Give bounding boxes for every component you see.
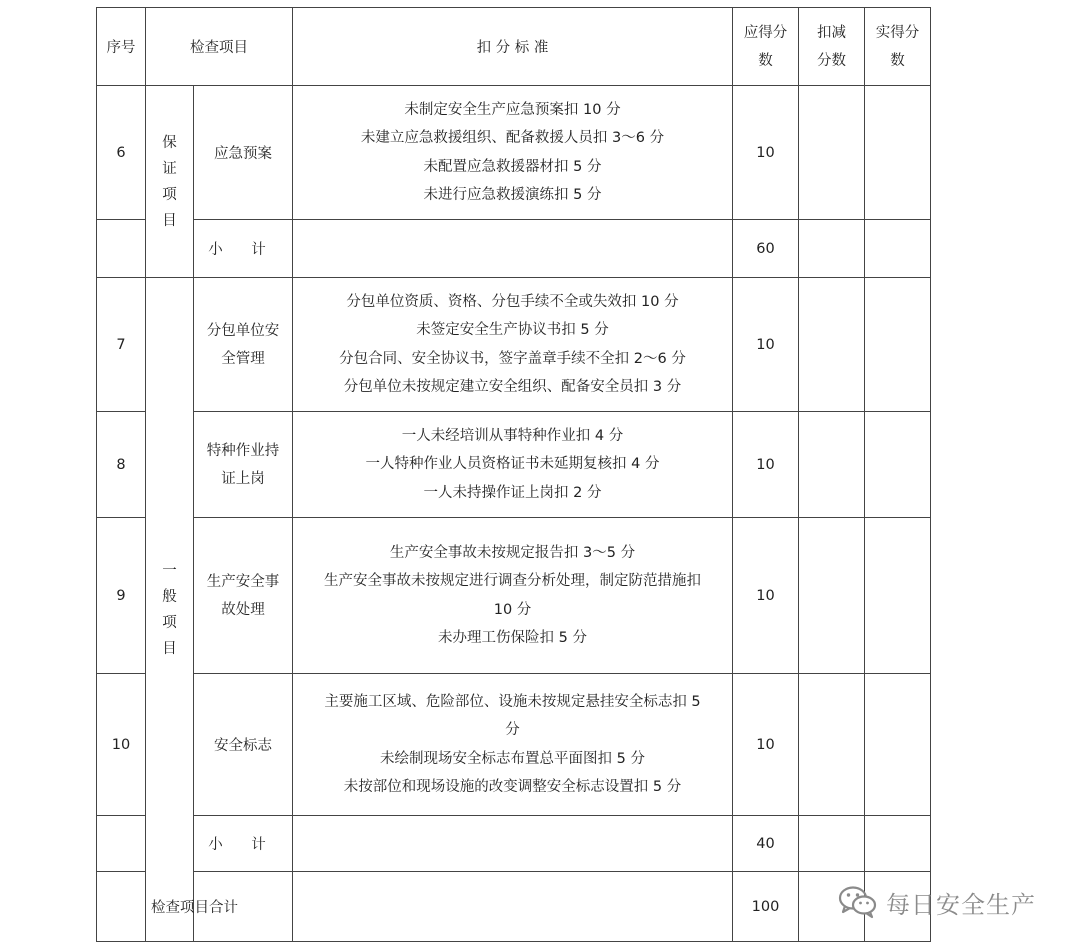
- row-criteria: 未制定安全生产应急预案扣 10 分 未建立应急救援组织、配备救援人员扣 3～6 分 未配置应急救援器材扣 5 分 未进行应急救援演练扣 5 分: [293, 86, 733, 220]
- row-item: 应急预案: [194, 86, 293, 220]
- subtotal-label: 小 计: [194, 220, 293, 278]
- header-deduct-score: 扣减 分数: [799, 8, 865, 86]
- row-criteria: 一人未经培训从事特种作业扣 4 分 一人特种作业人员资格证书未延期复核扣 4 分 一人未持操作证上岗扣 2 分: [293, 412, 733, 518]
- header-actual-score: 实得分 数: [865, 8, 931, 86]
- row-deduct-score: [799, 674, 865, 816]
- row-deduct-score: [799, 518, 865, 674]
- row-actual-score: [865, 816, 931, 872]
- row-no: 9: [97, 518, 146, 674]
- row-criteria: [293, 220, 733, 278]
- row-criteria: 分包单位资质、资格、分包手续不全或失效扣 10 分 未签定安全生产协议书扣 5 分 分包合同、安全协议书，签字盖章手续不全扣 2～6 分 分包单位未按规定建立安全组织、配备安全员扣 3 分: [293, 278, 733, 412]
- watermark-text: 每日安全生产: [886, 890, 1036, 919]
- row-criteria: 生产安全事故未按规定报告扣 3～5 分 生产安全事故未按规定进行调查分析处理，制定防范措施扣 10 分 未办理工伤保险扣 5 分: [293, 518, 733, 674]
- row-due-score: 10: [733, 412, 799, 518]
- row-deduct-score: [799, 220, 865, 278]
- row-deduct-score: [799, 86, 865, 220]
- row-no: [97, 816, 146, 872]
- row-deduct-score: [799, 278, 865, 412]
- subtotal-label: 小 计: [194, 816, 293, 872]
- watermark: [838, 884, 1036, 920]
- row-item: 特种作业持 证上岗: [194, 412, 293, 518]
- inspection-table: [96, 7, 931, 942]
- subtotal-score: 40: [733, 816, 799, 872]
- subtotal-score: 60: [733, 220, 799, 278]
- total-row: [97, 872, 931, 942]
- header-item: 检查项目: [146, 8, 293, 86]
- row-deduct-score: [799, 816, 865, 872]
- subtotal-row: [97, 220, 931, 278]
- table-row: [97, 674, 931, 816]
- table-row: [97, 518, 931, 674]
- row-item: 生产安全事 故处理: [194, 518, 293, 674]
- group-guarantee-label: 保 证 项 目: [146, 86, 194, 278]
- row-no: 8: [97, 412, 146, 518]
- row-actual-score: [865, 220, 931, 278]
- wechat-icon: [838, 885, 878, 919]
- total-label: 检查项目合计: [97, 872, 293, 942]
- row-no: [97, 220, 146, 278]
- row-actual-score: [865, 412, 931, 518]
- header-row: [97, 8, 931, 86]
- table-row: [97, 86, 931, 220]
- row-actual-score: [865, 86, 931, 220]
- row-criteria: [293, 816, 733, 872]
- row-no: 10: [97, 674, 146, 816]
- total-score: 100: [733, 872, 799, 942]
- row-no: 7: [97, 278, 146, 412]
- header-due-score: 应得分 数: [733, 8, 799, 86]
- header-criteria: 扣 分 标 准: [293, 8, 733, 86]
- row-due-score: 10: [733, 86, 799, 220]
- row-item: 安全标志: [194, 674, 293, 816]
- row-due-score: 10: [733, 674, 799, 816]
- row-item: 分包单位安 全管理: [194, 278, 293, 412]
- row-due-score: 10: [733, 278, 799, 412]
- row-due-score: 10: [733, 518, 799, 674]
- row-criteria: 主要施工区域、危险部位、设施未按规定悬挂安全标志扣 5 分 未绘制现场安全标志布置总平面图扣 5 分 未按部位和现场设施的改变调整安全标志设置扣 5 分: [293, 674, 733, 816]
- header-no: 序号: [97, 8, 146, 86]
- row-actual-score: [865, 518, 931, 674]
- row-criteria: [293, 872, 733, 942]
- group-general-label: 一 般 项 目: [146, 278, 194, 942]
- row-actual-score: [865, 674, 931, 816]
- table-row: [97, 412, 931, 518]
- row-no: 6: [97, 86, 146, 220]
- table-row: [97, 278, 931, 412]
- subtotal-row: [97, 816, 931, 872]
- row-deduct-score: [799, 412, 865, 518]
- row-actual-score: [865, 278, 931, 412]
